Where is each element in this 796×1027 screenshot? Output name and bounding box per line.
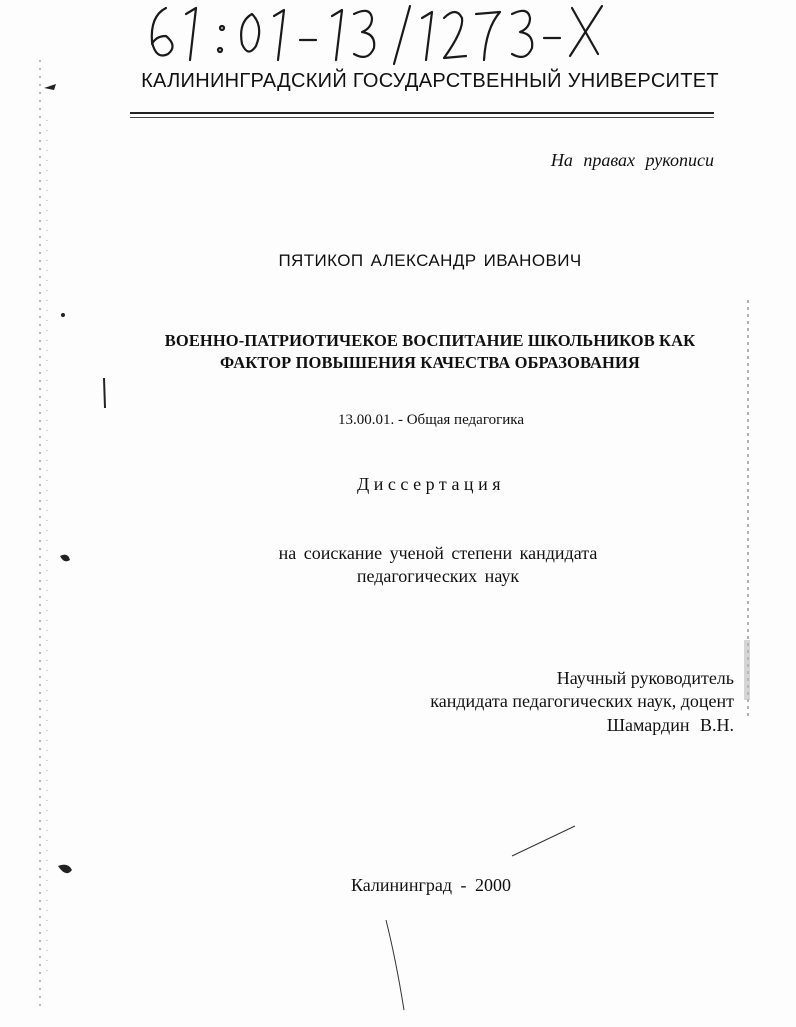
city-year: Калининград - 2000	[351, 875, 511, 895]
degree-purpose-line-1: на соискание ученой степени кандидата	[278, 543, 598, 563]
handwritten-archive-code	[140, 0, 660, 70]
thesis-title-line-2: ФАКТОР ПОВЫШЕНИЯ КАЧЕСТВА ОБРАЗОВАНИЯ	[220, 353, 640, 372]
handwritten-code-drawing	[140, 0, 660, 70]
document-type: Диссертация	[357, 474, 505, 494]
supervisor-name: Шамардин В.Н.	[606, 715, 734, 735]
university-name: КАЛИНИНГРАДСКИЙ ГОСУДАРСТВЕННЫЙ УНИВЕРСИТЕТ	[141, 70, 719, 92]
header-rule	[130, 112, 714, 114]
author-name: ПЯТИКОП АЛЕКСАНДР ИВАНОВИЧ	[278, 251, 582, 270]
supervisor-degree: кандидата педагогических наук, доцент	[430, 691, 734, 711]
degree-purpose-line-2: педагогических наук	[356, 566, 520, 586]
header-rule-secondary	[130, 117, 714, 118]
supervisor-label: Научный руководитель	[556, 668, 734, 688]
thesis-title-line-1: ВОЕННО-ПАТРИОТИЧЕКОЕ ВОСПИТАНИЕ ШКОЛЬНИКОВ КАК	[164, 331, 696, 350]
thesis-title	[130, 330, 730, 374]
specialty-code: 13.00.01. - Общая педагогика	[337, 412, 525, 428]
degree-purpose	[0, 542, 796, 588]
manuscript-rights-note: На правах рукописи	[550, 150, 714, 170]
